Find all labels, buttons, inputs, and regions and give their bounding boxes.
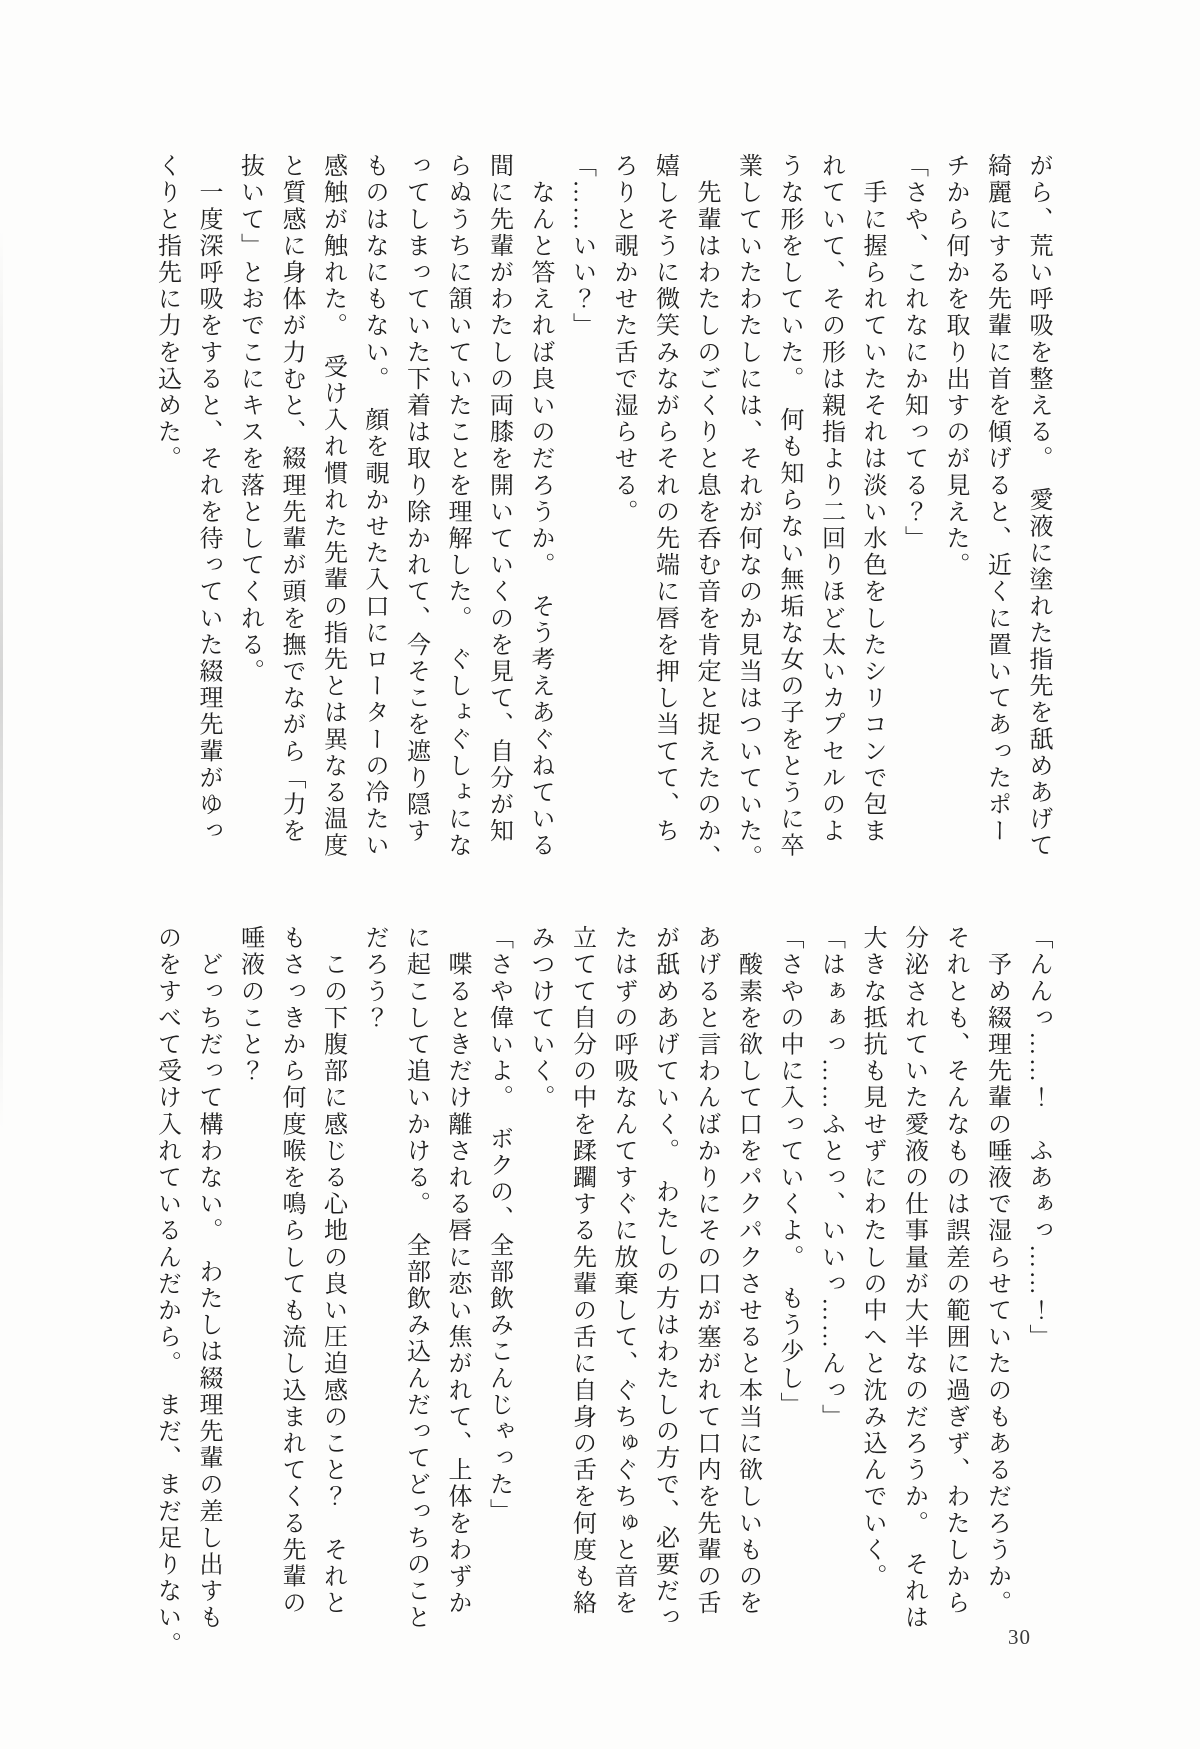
text-column: 「……いい？」	[568, 153, 595, 340]
text-column: 立てて自分の中を蹂躙する先輩の舌に自身の舌を何度も絡	[568, 925, 595, 1617]
text-column: 喋るときだけ離される唇に恋い焦がれて、上体をわずか	[444, 925, 470, 1617]
text-column: ってしまっていた下着は取り除かれて、今そこを遮り隠す	[402, 153, 429, 845]
text-column: ものはなにもない。 顔を覗かせた入口にローターの冷たい	[361, 153, 387, 860]
text-column: のをすべて受け入れているんだから。 まだ、まだ足りない。	[153, 925, 180, 1658]
text-column: うな形をしていた。 何も知らない無垢な女の子をとうに卒	[776, 153, 802, 860]
scan-edge-artifact	[0, 230, 3, 1130]
text-column: に起こして追いかける。 全部飲み込んだってどっちのこと	[402, 925, 429, 1632]
text-column: チから何かを取り出すのが見えた。	[942, 153, 968, 579]
text-column: 酸素を欲して口をパクパクさせると本当に欲しいものを	[734, 925, 761, 1617]
text-column: たはずの呼吸なんてすぐに放棄して、ぐちゅぐちゅと音を	[610, 925, 636, 1617]
text-column: れていて、その形は親指より二回りほど太いカプセルのよ	[817, 153, 844, 845]
text-column: だろう？	[361, 925, 387, 1032]
text-column: くりと指先に力を込めた。	[153, 153, 180, 473]
text-column: あげると言わんばかりにその口が塞がれて口内を先輩の舌	[693, 925, 719, 1617]
text-column: 感触が触れた。 受け入れ慣れた先輩の指先とは異なる温度	[319, 153, 346, 860]
text-column: 一度深呼吸をすると、それを待っていた綴理先輩がゆっ	[195, 153, 221, 845]
text-column: なんと答えれば良いのだろうか。 そう考えあぐねている	[527, 153, 553, 860]
text-column: 「さやの中に入っていくよ。 もう少し」	[776, 925, 802, 1419]
text-column: ろりと覗かせた舌で湿らせる。	[610, 153, 636, 526]
text-column: 「さや、これなにか知ってる？」	[900, 153, 927, 552]
text-column: 業していたわたしには、それが何なのか見当はついていた。	[734, 153, 761, 872]
text-column: 「はぁぁっ……ふとっ、いいっ……んっ」	[817, 925, 844, 1431]
text-column: この下腹部に感じる心地の良い圧迫感のこと？ それと	[319, 925, 346, 1617]
text-column: 唾液のこと？	[236, 925, 263, 1085]
text-column: 抜いて」とおでこにキスを落としてくれる。	[236, 153, 263, 685]
text-column: 綺麗にする先輩に首を傾げると、近くに置いてあったポー	[983, 153, 1010, 845]
text-column: らぬうちに頷いていたことを理解した。 ぐしょぐしょにな	[444, 153, 470, 860]
text-column: 「さや偉いよ。 ボクの、全部飲みこんじゃった」	[485, 925, 512, 1525]
text-column: どっちだって構わない。 わたしは綴理先輩の差し出すも	[195, 925, 221, 1632]
text-column: それとも、そんなものは誤差の範囲に過ぎず、わたしから	[942, 925, 968, 1617]
text-column: 大きな抵抗も見せずにわたしの中へと沈み込んでいく。	[859, 925, 885, 1590]
text-column: 先輩はわたしのごくりと息を呑む音を肯定と捉えたのか、	[693, 153, 719, 872]
text-column: もさっきから何度喉を鳴らしても流し込まれてくる先輩の	[278, 925, 304, 1617]
text-column: みつけていく。	[527, 925, 553, 1112]
text-column: と質感に身体が力むと、綴理先輩が頭を撫でながら「力を	[278, 153, 304, 845]
text-column: 手に握られていたそれは淡い水色をしたシリコンで包ま	[859, 153, 885, 845]
text-column: 嬉しそうに微笑みながらそれの先端に唇を押し当てて、ち	[651, 153, 678, 845]
text-column: 分泌されていた愛液の仕事量が大半なのだろうか。 それは	[900, 925, 927, 1632]
bottom-text-block	[145, 925, 1058, 1675]
page-number: 30	[1008, 1625, 1031, 1649]
text-column: 予め綴理先輩の唾液で湿らせていたのもあるだろうか。	[983, 925, 1010, 1617]
text-column: 間に先輩がわたしの両膝を開いていくのを見て、自分が知	[485, 153, 512, 845]
top-text-block	[145, 153, 1058, 903]
text-column: がら、荒い呼吸を整える。 愛液に塗れた指先を舐めあげて	[1025, 153, 1051, 860]
text-column: 「んんっ……！ ふあぁっ……！」	[1025, 925, 1051, 1351]
text-column: が舐めあげていく。 わたしの方はわたしの方で、必要だっ	[651, 925, 678, 1632]
